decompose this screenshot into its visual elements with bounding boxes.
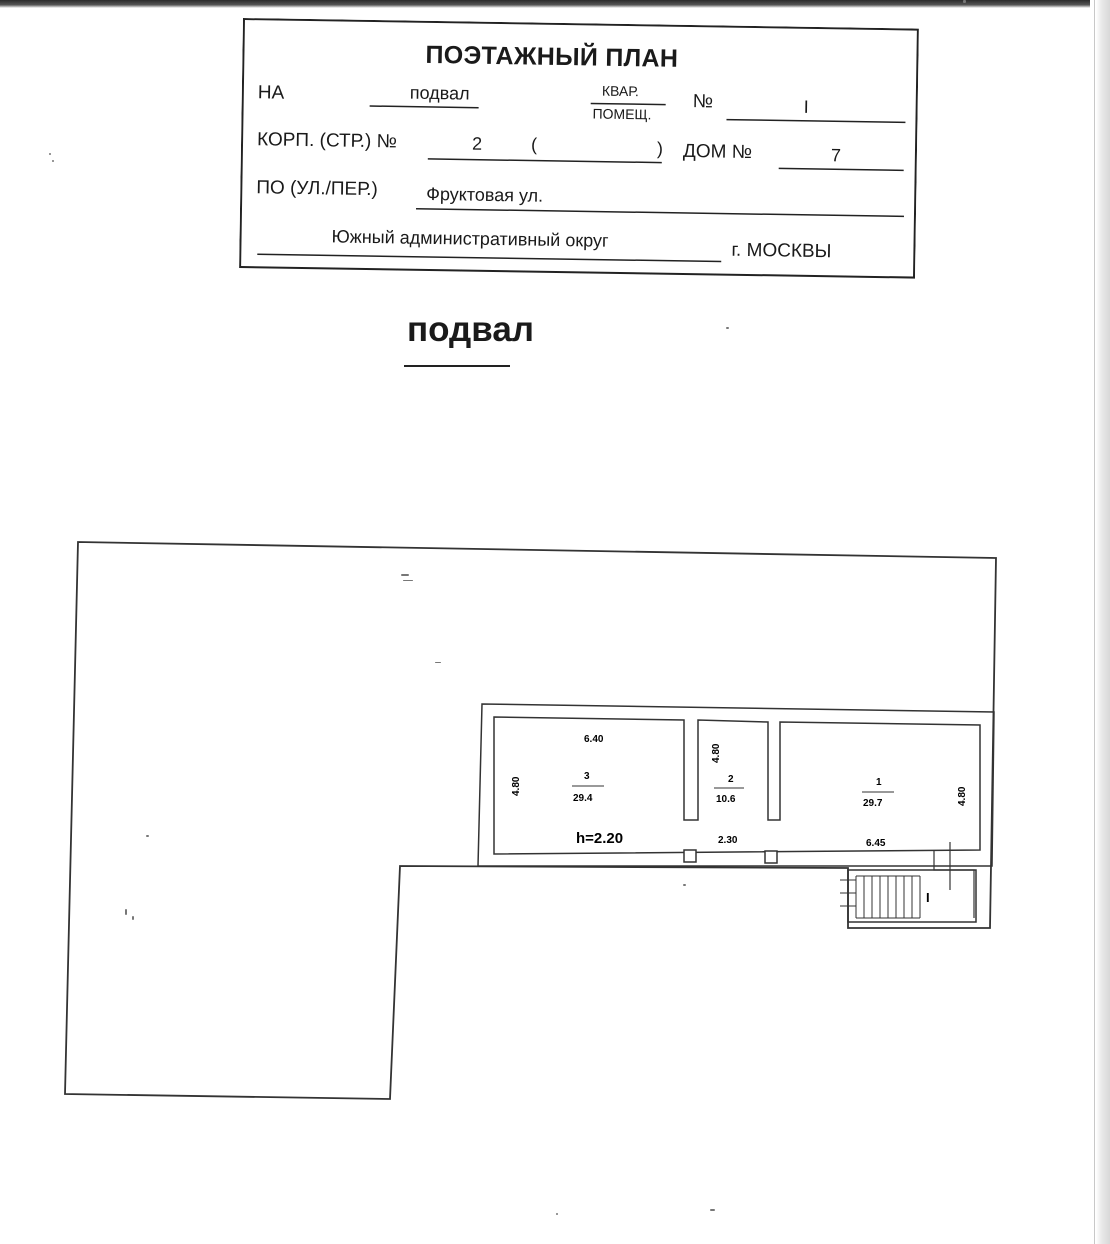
scan-speck bbox=[963, 0, 966, 3]
form-title: ПОЭТАЖНЫЙ ПЛАН bbox=[425, 40, 679, 73]
room-3-width: 6.40 bbox=[584, 734, 604, 745]
na-label: НА bbox=[257, 82, 285, 104]
room-2-area: 10.6 bbox=[716, 794, 736, 805]
room-2-depth: 4.80 bbox=[711, 743, 722, 763]
room-3-number: 3 bbox=[584, 771, 590, 782]
room-3-depth: 4.80 bbox=[511, 776, 522, 796]
dom-label: ДОМ № bbox=[682, 140, 753, 164]
district-value: Южный административный округ bbox=[331, 226, 609, 251]
paren-open: ( bbox=[530, 134, 538, 155]
street-value: Фруктовая ул. bbox=[426, 183, 544, 206]
kvar-label: КВАР. bbox=[601, 82, 639, 100]
dom-value: 7 bbox=[830, 145, 842, 166]
room-1-width: 6.45 bbox=[866, 838, 886, 849]
door-marker bbox=[765, 851, 777, 863]
scan-speck bbox=[52, 160, 54, 162]
scan-speck bbox=[710, 1209, 715, 1211]
floor-heading: подвал bbox=[407, 310, 535, 349]
room-3-area: 29.4 bbox=[573, 793, 593, 804]
number-value: I bbox=[803, 96, 809, 117]
korp-label: КОРП. (СТР.) № bbox=[256, 129, 398, 153]
door-marker bbox=[684, 850, 696, 862]
scan-speck bbox=[146, 835, 149, 837]
scan-speck bbox=[49, 153, 51, 155]
scan-speck bbox=[403, 580, 413, 581]
paren-close: ) bbox=[656, 138, 664, 159]
room-1-depth: 4.80 bbox=[957, 786, 968, 806]
room-2-number: 2 bbox=[728, 774, 734, 785]
scan-speck bbox=[132, 916, 134, 920]
scan-speck bbox=[556, 1213, 558, 1215]
number-label: № bbox=[692, 91, 714, 113]
room-1-number: 1 bbox=[876, 777, 882, 788]
na-value: подвал bbox=[409, 82, 470, 104]
room-3-outline bbox=[494, 717, 980, 854]
scan-speck bbox=[435, 662, 441, 663]
city-label: г. МОСКВЫ bbox=[731, 239, 832, 263]
building-outline bbox=[65, 542, 996, 1099]
stairwell bbox=[840, 842, 976, 922]
scan-speck bbox=[683, 884, 686, 886]
room-1-area: 29.7 bbox=[863, 798, 883, 809]
scan-speck bbox=[125, 909, 127, 915]
korp-value: 2 bbox=[471, 133, 483, 154]
room-2-width: 2.30 bbox=[718, 835, 738, 846]
stair-mark: I bbox=[926, 890, 930, 905]
pomesch-label: ПОМЕЩ. bbox=[592, 105, 652, 123]
street-label: ПО (УЛ./ПЕР.) bbox=[256, 177, 379, 201]
ceiling-height: h=2.20 bbox=[576, 830, 624, 847]
scan-speck bbox=[401, 574, 409, 576]
scan-speck bbox=[726, 327, 729, 329]
